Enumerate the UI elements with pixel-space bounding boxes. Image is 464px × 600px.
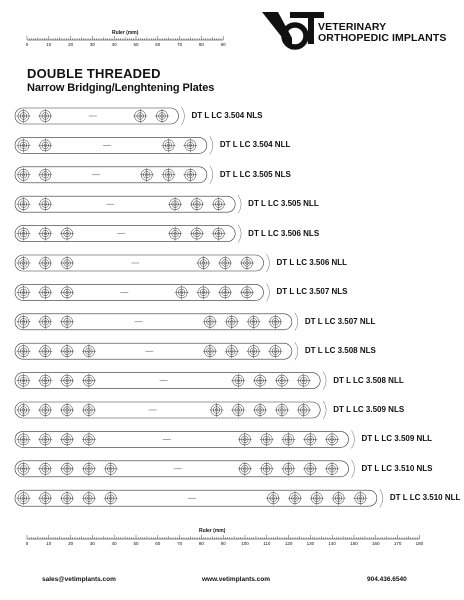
plate-end-profile [323,401,326,419]
plate-10 [15,372,326,390]
footer-website[interactable]: www.vetimplants.com [202,576,271,583]
ruler-number: 40 [111,541,117,546]
ruler-number: 60 [155,42,161,47]
plate-end-profile [267,283,270,301]
plate-3 [15,166,213,184]
ruler-number: 180 [415,541,424,546]
ruler-number: 100 [241,541,249,546]
ruler-number: 50 [133,541,139,546]
ruler-number: 110 [263,541,271,546]
plate-label: DT L LC 3.505 NLS [219,169,291,179]
ruler-number: 140 [328,541,336,546]
bottom-ruler [0,525,464,555]
ruler-number: 80 [198,541,204,546]
ruler-number: 40 [111,42,117,47]
ruler-number: 130 [306,541,315,546]
plate-label: DT L LC 3.509 NLS [333,405,405,414]
plate-end-profile [295,313,298,331]
bottom-ruler-title: Ruler (mm) [199,528,226,534]
ruler-number: 120 [284,541,293,546]
plate-end-profile [380,489,383,507]
footer-email[interactable]: sales@vetimplants.com [42,576,116,583]
plate-4 [15,195,241,213]
plate-end-profile [352,430,355,448]
plate-1 [15,107,185,125]
ruler-number: 10 [46,541,52,546]
ruler-number: 80 [198,42,204,47]
ruler-number: 60 [155,541,161,546]
plate-11 [15,401,326,419]
plate-end-profile [267,254,270,272]
ruler-number: 0 [25,541,29,546]
plate-label: DT L LC 3.504 NLS [191,111,263,120]
plate-label: DT L LC 3.507 NLS [276,287,348,297]
plate-label: DT L LC 3.506 NLL [276,258,348,267]
plate-end-profile [238,195,241,213]
plate-end-profile [182,107,185,125]
ruler-number: 90 [220,541,226,546]
ruler-number: 70 [177,541,183,546]
brand-name-line1: VETERINARY [318,21,387,33]
plate-end-profile [210,136,213,154]
plate-12 [15,430,355,448]
plate-label: DT L LC 3.508 NLS [304,346,376,356]
plate-13 [15,460,355,478]
plate-end-profile [323,372,326,390]
plate-end-profile [210,166,213,184]
plate-label: DT L LC 3.510 NLS [361,463,433,473]
brand-name-line2: ORTHOPEDIC IMPLANTS [318,32,447,44]
page-title: DOUBLE THREADED [27,66,161,81]
plate-2 [15,136,213,154]
ruler-number: 0 [25,42,29,47]
ruler-number: 160 [372,541,380,546]
plate-label: DT L LC 3.509 NLL [361,434,433,444]
plate-label: DT L LC 3.508 NLL [333,375,404,385]
plate-6 [15,254,270,272]
plate-7 [15,283,270,301]
plate-label: DT L LC 3.506 NLS [248,228,320,238]
ruler-number: 150 [350,541,358,546]
plate-14 [15,489,383,507]
plate-label: DT L LC 3.504 NLL [219,140,291,150]
plate-label: DT L LC 3.505 NLL [248,199,319,209]
ruler-number: 30 [89,541,95,546]
ruler-number: 20 [68,541,74,546]
plate-end-profile [295,342,298,360]
footer-phone: 904.436.6540 [367,576,407,583]
plate-end-profile [352,460,355,478]
plate-5 [15,225,241,243]
plate-9 [15,342,298,360]
plate-label: DT L LC 3.510 NLL [389,493,461,503]
ruler-number: 30 [89,42,95,47]
ruler-number: 20 [68,42,74,47]
top-ruler-title: Ruler (mm) [112,30,139,36]
ruler-number: 90 [220,42,226,47]
ruler-number: 10 [46,42,52,47]
ruler-number: 70 [177,42,183,47]
plate-end-profile [238,225,241,243]
plate-label: DT L LC 3.507 NLL [304,316,376,326]
plate-8 [15,313,298,331]
page-subtitle: Narrow Bridging/Lenghtening Plates [27,82,215,94]
ruler-number: 50 [133,42,139,47]
ruler-number: 170 [393,541,402,546]
